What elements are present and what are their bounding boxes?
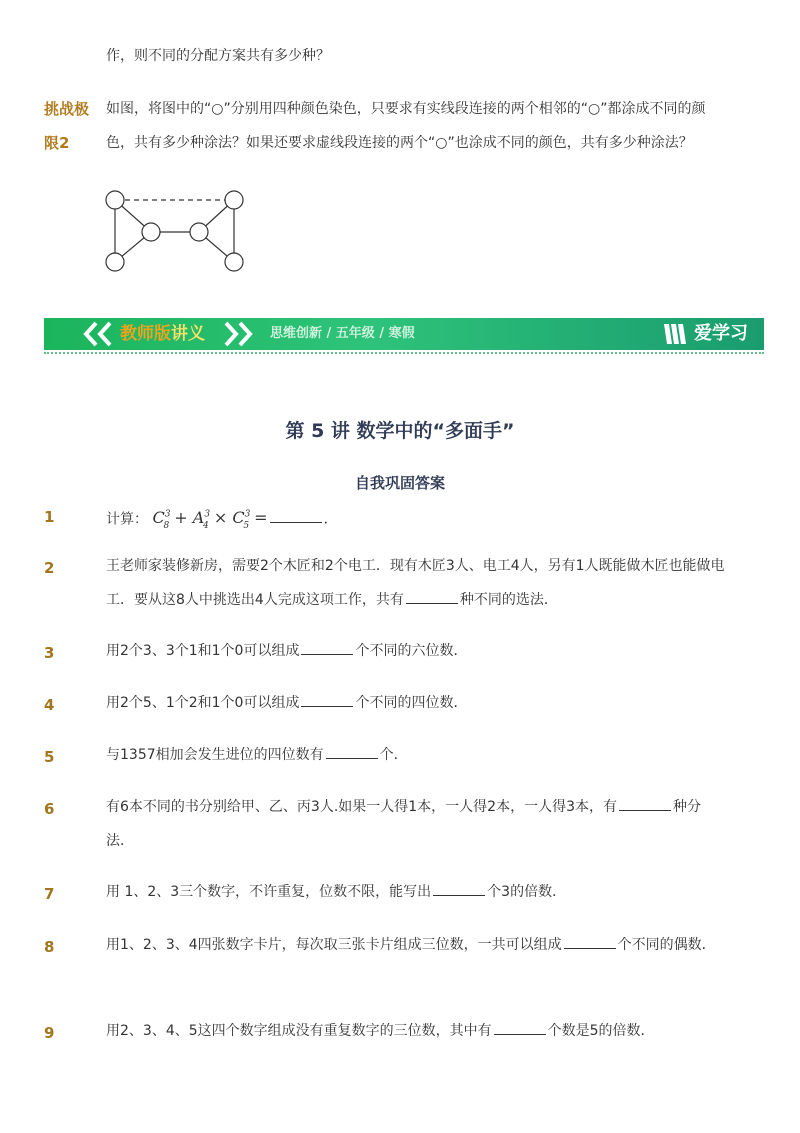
double-chevron-right-icon <box>220 320 256 348</box>
question-number: 4 <box>44 696 55 714</box>
challenge-label-line1: 挑战极 <box>44 100 90 118</box>
double-chevron-left-icon <box>80 320 116 348</box>
question-number: 5 <box>44 748 55 766</box>
graph-node <box>142 223 160 241</box>
banner-subtitle: 思维创新 / 五年级 / 寒假 <box>270 326 415 341</box>
formula: $C^3_8 + A^3_4 \times C^3_5$ = <box>152 508 268 531</box>
question-5: 与1357相加会发生进位的四位数有 个． <box>106 738 726 772</box>
question-2: 王老师家装修新房，需要2个木匠和2个电工．现有木匠3人、电工4人，另有1人既能做木匠也能做电工．要从这8人中挑选出4人完成这项工作，共有 种不同的选法． <box>106 558 725 608</box>
question-number: 3 <box>44 644 55 662</box>
question-number: 2 <box>44 559 55 577</box>
answer-blank <box>433 881 485 896</box>
graph-node <box>225 191 243 209</box>
question-1: 计算： $C^3_8 + A^3_4 \times C^3_5$ = ． <box>106 508 338 531</box>
question-3: 用2个3、3个1和1个0可以组成 个不同的六位数． <box>106 634 726 668</box>
previous-question-tail: 作，则不同的分配方案共有多少种？ <box>106 48 330 64</box>
graph-node <box>106 191 124 209</box>
graph-node <box>225 253 243 271</box>
answer-blank <box>301 640 353 655</box>
graph-node <box>106 253 124 271</box>
ixuexi-logo-icon <box>662 322 690 346</box>
question-8: 用1、2、3、4四张数字卡片，每次取三张卡片组成三位数，一共可以组成 个不同的偶数． <box>106 928 726 962</box>
answer-blank <box>619 796 671 811</box>
challenge-text: 如图，将图中的“○”分别用四种颜色染色，只要求有实线段连接的两个相邻的“○”都涂成不同的颜色，共有多少种涂法？如果还要求虚线段连接的两个“○”也涂成不同的颜色，共有多少种涂法？ <box>106 101 706 151</box>
lecture-title: 第 5 讲 数学中的“多面手” <box>285 420 515 442</box>
challenge-label-line2: 限2 <box>44 134 70 152</box>
question-number: 7 <box>44 885 55 903</box>
answer-blank <box>270 508 322 523</box>
graph-node <box>190 223 208 241</box>
brand-title-b: 讲义 <box>171 324 205 344</box>
header-banner <box>44 318 764 350</box>
question-6: 有6本不同的书分别给甲、乙、丙3人.如果一人得1本，一人得2本，一人得3本，有 种分法． <box>106 790 726 858</box>
question-number: 9 <box>44 1024 55 1042</box>
question-9: 用2、3、4、5这四个数字组成没有重复数字的三位数，其中有 个数是5的倍数． <box>106 1014 726 1048</box>
brand-title-a: 教师版 <box>120 324 171 344</box>
question-number: 6 <box>44 800 55 818</box>
answer-blank <box>494 1020 546 1035</box>
answer-blank <box>564 934 616 949</box>
coloring-graph-figure <box>100 186 250 278</box>
brand-title <box>120 322 205 346</box>
answer-blank <box>301 692 353 707</box>
banner-dotted-divider <box>44 352 764 354</box>
question-4: 用2个5、1个2和1个0可以组成 个不同的四位数． <box>106 686 726 720</box>
question-number: 1 <box>44 508 55 526</box>
question-7: 用 1、2、3三个数字，不许重复，位数不限，能写出 个3的倍数． <box>106 875 726 909</box>
section-title: 自我巩固答案 <box>354 474 445 492</box>
question-number: 8 <box>44 938 55 956</box>
answer-blank <box>406 589 458 604</box>
logo-text: 爱学习 <box>694 323 748 344</box>
answer-blank <box>326 744 378 759</box>
